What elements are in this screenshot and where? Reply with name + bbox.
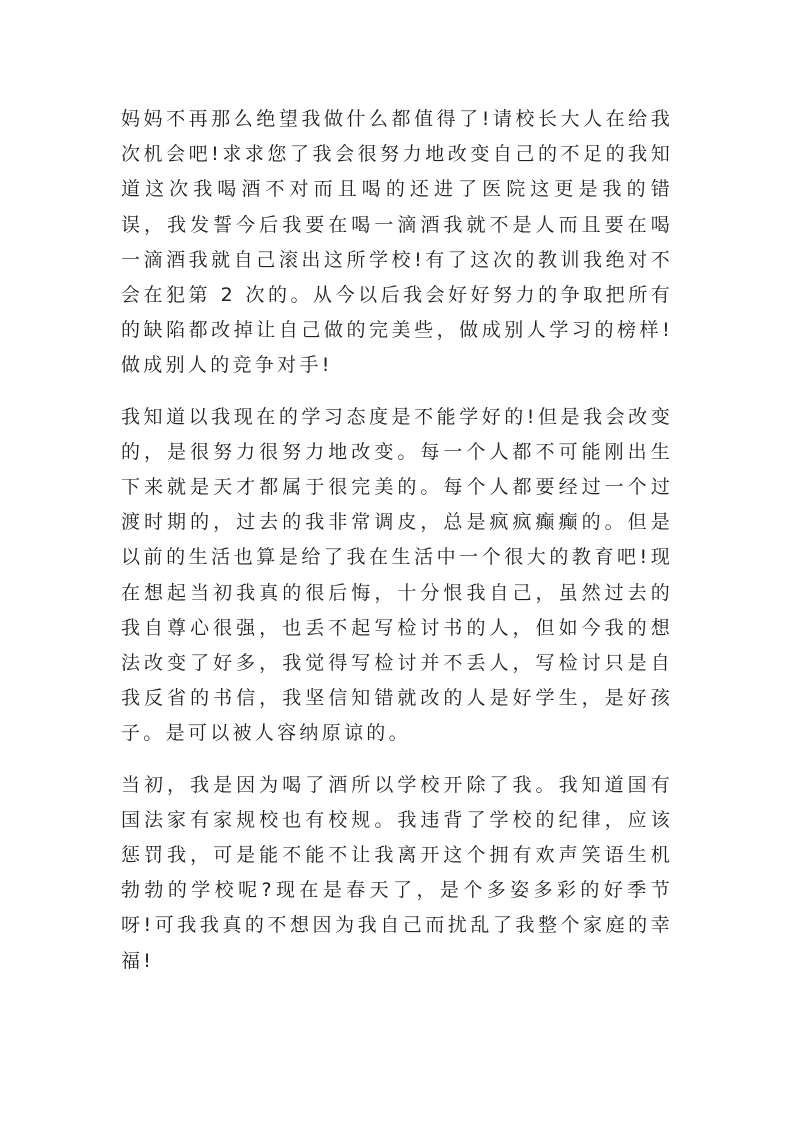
paragraph-1: 妈妈不再那么绝望我做什么都值得了!请校长大人在给我次机会吧!求求您了我会很努力地改变自己的不足的我知道这次我喝酒不对而且喝的还进了医院这更是我的错误，我发誓今后我要在喝一滴酒我就不是人而且要在喝一滴酒我就自己滚出这所学校!有了这次的教训我绝对不会在犯第 2 次的。从今以后我会好好努力的争取把所有的缺陷都改掉让自己做的完美些，做成别人学习的榜样!做成别人的竞争对手! <box>121 108 673 377</box>
document-body <box>121 102 673 979</box>
paragraph-2: 我知道以我现在的学习态度是不能学好的!但是我会改变的，是很努力很努力地改变。每一个人都不可能刚出生下来就是天才都属于很完美的。每个人都要经过一个过渡时期的，过去的我非常调皮，总是疯疯癫癫的。但是以前的生活也算是给了我在生活中一个很大的教育吧!现在想起当初我真的很后悔，十分恨我自己，虽然过去的我自尊心很强，也丢不起写检讨书的人，但如今我的想法改变了好多，我觉得写检讨并不丢人，写检讨只是自我反省的书信，我坚信知错就改的人是好学生，是好孩子。是可以被人容纳原谅的。 <box>121 405 673 745</box>
paragraph-3: 当初，我是因为喝了酒所以学校开除了我。我知道国有国法家有家规校也有校规。我违背了学校的纪律，应该惩罚我，可是能不能不让我离开这个拥有欢声笑语生机勃勃的学校呢?现在是春天了，是个多姿多彩的好季节呀!可我我真的不想因为我自己而扰乱了我整个家庭的幸福! <box>121 773 673 972</box>
